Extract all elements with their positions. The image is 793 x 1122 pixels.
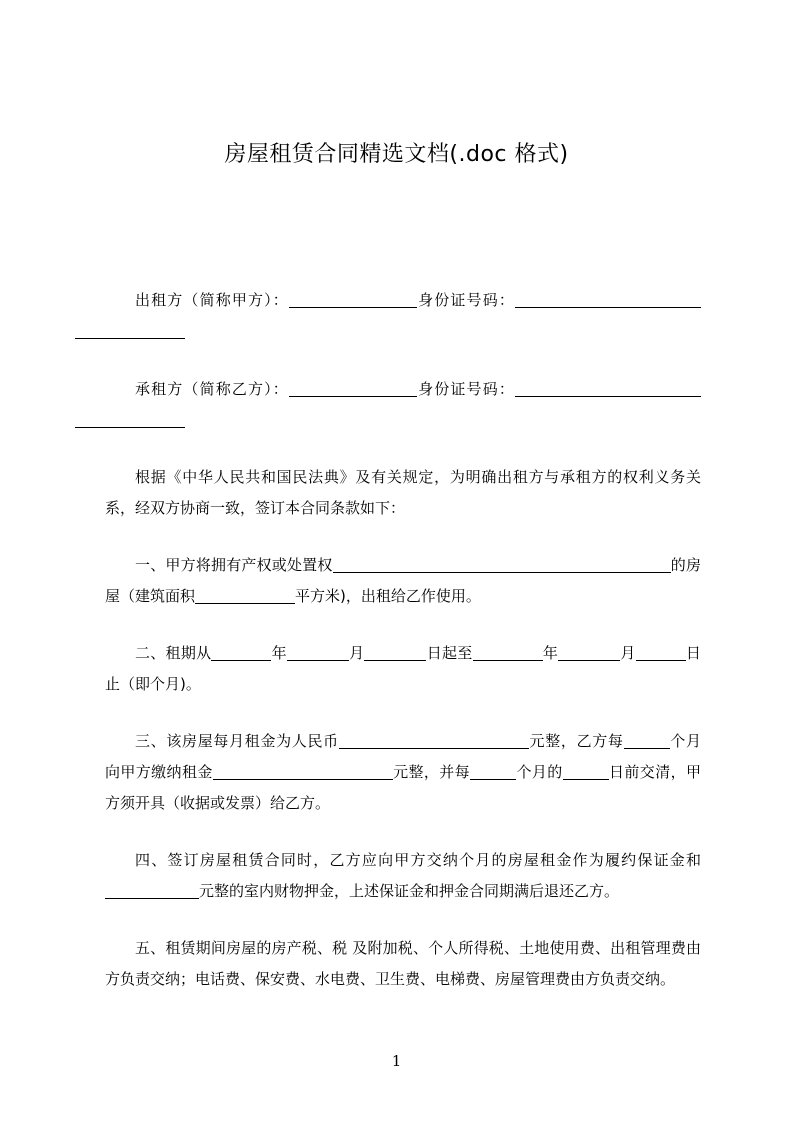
- clause-2-text-a: 二、租期从: [135, 644, 212, 662]
- property-blank[interactable]: [333, 557, 671, 573]
- monthly-rent-blank[interactable]: [339, 733, 529, 749]
- lessor-id-blank[interactable]: [515, 292, 701, 308]
- lessor-id-label: 身份证号码：: [416, 291, 515, 309]
- document-body: [105, 285, 701, 1019]
- end-day-blank[interactable]: [636, 645, 686, 661]
- lessee-name-blank[interactable]: [289, 381, 417, 397]
- lessor-name-blank[interactable]: [289, 292, 417, 308]
- clause-3-text-a: 三、该房屋每月租金为人民币: [135, 732, 339, 750]
- clause-2-text-b: 年: [271, 644, 287, 662]
- clause-1-text-a: 一、甲方将拥有产权或处置权: [135, 556, 333, 574]
- rent-amount-blank[interactable]: [213, 764, 393, 780]
- document-title: 房屋租赁合同精选文档(.doc 格式): [224, 142, 569, 167]
- clause-3-text-b: 元整，乙方每: [528, 732, 624, 750]
- deposit-blank[interactable]: [105, 883, 199, 899]
- start-year-blank[interactable]: [211, 645, 271, 661]
- clause-1-text-b: 的房屋（建筑面积: [105, 556, 701, 605]
- clause-2: [105, 638, 701, 700]
- start-day-blank[interactable]: [364, 645, 426, 661]
- clause-2-text-d: 日起至: [426, 644, 473, 662]
- clause-2-text-f: 月: [620, 644, 636, 662]
- clause-3-text-c: 个月向甲方缴纳租金: [105, 732, 701, 781]
- end-year-blank[interactable]: [473, 645, 543, 661]
- clause-4-text-b: 元整的室内财物押金，上述保证金和押金合同期满后退还乙方。: [199, 882, 620, 900]
- page-number: 1: [391, 1052, 402, 1070]
- clause-3-text-d: 元整，并每: [392, 763, 471, 781]
- lessee-id-blank[interactable]: [515, 381, 701, 397]
- lessor-id-blank-cont[interactable]: [75, 323, 185, 339]
- clause-2-text-g: 日止（即个月)。: [105, 644, 701, 693]
- payment-interval-blank[interactable]: [624, 733, 670, 749]
- clause-3: [105, 726, 701, 819]
- lessee-line: [105, 374, 701, 436]
- start-month-blank[interactable]: [287, 645, 349, 661]
- clause-4-text-a: 四、签订房屋租赁合同时，乙方应向甲方交纳个月的房屋租金作为履约保证金和: [135, 851, 701, 869]
- intro-paragraph: 根据《中华人民共和国民法典》及有关规定，为明确出租方与承租方的权利义务关系，经双方协商一致，签订本合同条款如下：: [105, 468, 701, 517]
- clause-3-text-f: 日前交清，甲方须开具（收据或发票）给乙方。: [105, 763, 701, 812]
- clause-2-text-c: 月: [348, 644, 365, 662]
- end-month-blank[interactable]: [558, 645, 620, 661]
- lessor-label: 出租方（简称甲方）：: [135, 291, 289, 309]
- clause-1: [105, 550, 701, 612]
- clause-3-text-e: 个月的: [516, 763, 563, 781]
- pay-every-blank[interactable]: [470, 764, 516, 780]
- clause-4: [105, 845, 701, 907]
- clause-5: 五、租赁期间房屋的房产税、税 及附加税、个人所得税、土地使用费、出租管理费由方负责交纳；电话费、保安费、水电费、卫生费、电梯费、房屋管理费由方负责交纳。: [105, 939, 701, 988]
- lessee-id-label: 身份证号码：: [416, 380, 515, 398]
- area-blank[interactable]: [195, 588, 295, 604]
- lessor-line: [105, 285, 701, 347]
- lessee-label: 承租方（简称乙方）：: [135, 380, 289, 398]
- clause-2-text-e: 年: [542, 644, 559, 662]
- lessee-id-blank-cont[interactable]: [75, 412, 185, 428]
- pay-day-blank[interactable]: [563, 764, 609, 780]
- clause-1-text-c: 平方米)，出租给乙作使用。: [295, 587, 481, 605]
